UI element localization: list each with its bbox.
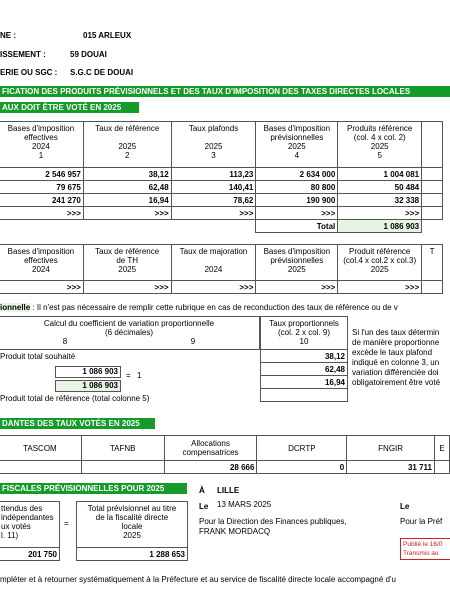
commune-label: NE : (0, 31, 16, 40)
produit-souhaite-value: 1 086 903 (55, 366, 121, 378)
table-row: 2 546 957 38,12 113,23 2 634 000 1 004 081 (0, 168, 443, 181)
prefecture-line: Pour la Préf (400, 517, 443, 526)
etablissement-label: ISSEMENT : (0, 50, 46, 59)
rate-value: 62,48 (261, 363, 348, 376)
signature-line: Pour la Direction des Finances publiques, (199, 517, 347, 526)
city-value: LILLE (217, 486, 240, 495)
th-tafnb: TAFNB (81, 436, 164, 461)
total-value: 1 086 903 (338, 220, 422, 233)
produit-souhaite-label: Produit total souhaité (0, 352, 76, 361)
etablissement-value: 59 DOUAI (70, 50, 107, 59)
date-value: 13 MARS 2025 (217, 500, 272, 509)
proportional-rates-table: Taux proportionnels (col. 2 x col. 9) 10 38,12 62,48 16,94 (260, 316, 348, 402)
th-taux-plafonds: Taux plafonds 2025 3 (171, 122, 256, 168)
total-previsionnel-value: 1 288 653 (77, 548, 188, 561)
th-produits-reference: Produits référence (col. 4 x col. 2) 2025 5 (338, 122, 422, 168)
le2-label: Le (400, 502, 410, 511)
coefficient-table: Calcul du coefficient de variation proportionnelle (6 décimales) 8 9 (0, 316, 260, 350)
section3-title-bar: DANTES DES TAUX VOTÉS EN 2025 (0, 418, 155, 429)
section1-subtitle-bar: AUX DOIT ÊTRE VOTÉ EN 2025 (0, 102, 139, 113)
tresorerie-label: ERIE OU SGC : (0, 68, 58, 77)
coefficient-value: 1 (137, 371, 142, 380)
attendus-value: 201 750 (0, 548, 60, 561)
footer-note: mpléter et à retourner systématiquement à la Préfecture et au service de fiscalité directe locale accompagné d'u (0, 575, 396, 584)
produit-reference-label: Produit total de référence (total colonne 5) (0, 394, 150, 403)
a-label: À (199, 486, 205, 495)
equals-sign: = (64, 519, 69, 528)
th-tascom: TASCOM (0, 436, 81, 461)
table-row: >>> >>> >>> >>> >>> (0, 207, 443, 220)
table-row: 241 270 16,94 78,62 190 900 32 338 (0, 194, 443, 207)
tresorerie-value: S.G.C DE DOUAI (70, 68, 134, 77)
equals-sign: = (126, 371, 131, 380)
th-bases-previsionnelles: Bases d'imposition prévisionnelles 2025 4 (256, 122, 338, 168)
section4-title-bar: FISCALES PRÉVISIONNELLES POUR 2025 (0, 483, 187, 494)
le-label: Le (199, 502, 209, 511)
th-bases-effectives: Bases d'imposition effectives 2024 1 (0, 122, 83, 168)
rate-value: 16,94 (261, 376, 348, 389)
th-fngir: FNGIR (347, 436, 435, 461)
produit-reference-value: 1 086 903 (55, 380, 121, 392)
publication-stamp: Publié le 16/0 Transmis au (400, 538, 450, 560)
taxes-table (0, 121, 443, 233)
section1-title-bar: FICATION DES PRODUITS PRÉVISIONNELS ET DES TAUX D'IMPOSITION DES TAXES DIRECTES LOCALES (0, 86, 450, 97)
total-previsionnel-table: Total prévisionnel au titre de la fiscalité directe locale 2025 1 288 653 (76, 501, 188, 561)
rate-value: 38,12 (261, 350, 348, 363)
table-row: >>> >>> >>> >>> >>> (0, 281, 443, 294)
th-allocations: Allocations compensatrices (164, 436, 257, 461)
commune-value: 015 ARLEUX (83, 31, 132, 40)
attendus-table: ttendus des indépendantes ux votés l. 11) 201 750 (0, 501, 60, 561)
total-label: Total (256, 220, 338, 233)
table-row: 28 666 0 31 711 (0, 461, 450, 474)
total-row (0, 220, 443, 233)
th-dcrtp: DCRTP (257, 436, 347, 461)
proportional-note: ionnelle : Il n'est pas nécessaire de remplir cette rubrique en cas de reconduction des taux de référence ou de v (0, 303, 398, 312)
ceiling-warning-note: Si l'un des taux détermin de manière proportionne excède le taux plafond indiqué en colonne 3, un variation différenciée doi obligatoirement être voté (352, 328, 441, 387)
th-majoration-table: Bases d'imposition effectives 2024 Taux de référence de TH 2025 Taux de majoration 2024 Bases d'imposition prévisionnelles 2025 Produit référence (col.4 x col.2 x col.3) 2025 T >>> >>> >>> >>> >>> (0, 244, 443, 294)
signer-name: FRANK MORDACQ (199, 527, 271, 536)
resources-table: TASCOM TAFNB Allocations compensatrices DCRTP FNGIR E 28 666 0 31 711 (0, 435, 450, 474)
th-taux-reference: Taux de référence 2025 2 (83, 122, 171, 168)
table-row: 79 675 62,48 140,41 80 800 50 484 (0, 181, 443, 194)
